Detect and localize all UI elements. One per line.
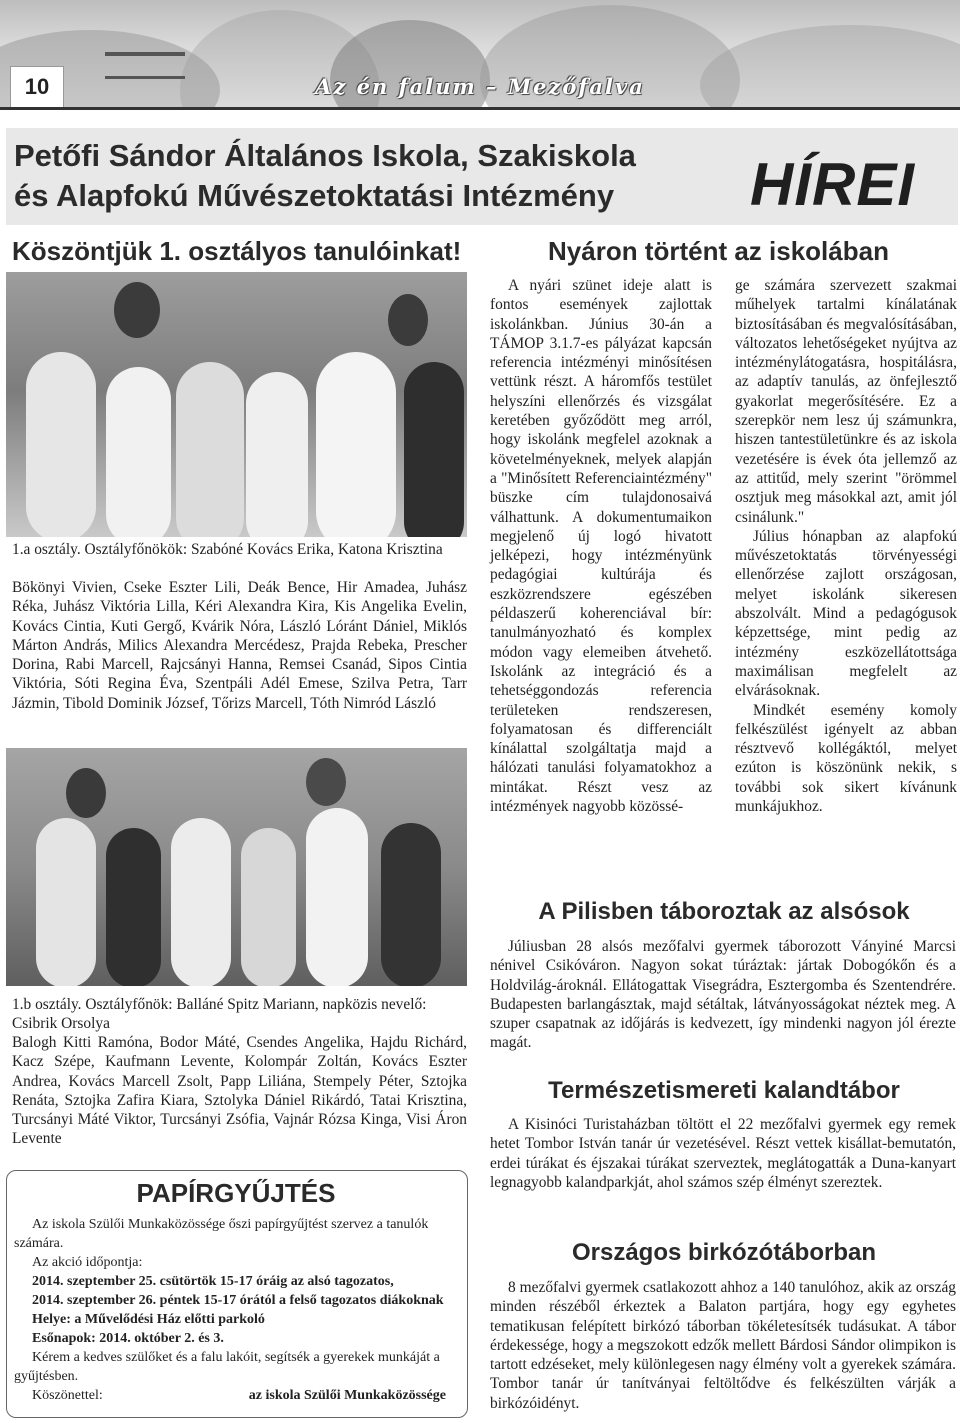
paper-request: Kérem a kedves szülőket és a falu lakóit, segítsék a gyerekek munkáját a gyűjtésben.	[14, 1350, 440, 1384]
wrestling-text	[490, 1278, 956, 1413]
summer-col1-text: A nyári szünet ideje alatt is fontos események zajlottak iskolánkban. Június 30-án a TÁMOP 3.1.7-es pályázat kapcsán referencia intézményi minősítésen vettünk részt. A háromfős testület helyszíni ellenőrzés és vizsgálat keretében győződött meg arról, hogy iskolánk megfelel azoknak a követelményeknek, melyek alapján a "Minősített Referenciaintézmény" büszke cím tulajdonosaivá válhattunk. A dokumentumaikon megjelenő új logó hivatott jelképezi, hogy intézményünk pedagógiai kultúrája és eszközrendszere egészében példaszerű koherenciával bír: tanulmányozható és komplex módon vagy elemeiben átvehető. Iskolánk az integráció és a tehetséggondozás referencia területeken rendszeresen, folyamatosan és differenciált kínálattal szolgáltatja majd a hálózati tanulási folyamatokhoz a mintákat. Részt vesz az intézmények nagyobb közössé-	[490, 277, 712, 816]
pilis-text	[490, 937, 956, 1053]
paper-text	[14, 1215, 460, 1405]
school-title-line1: Petőfi Sándor Általános Iskola, Szakiskola	[14, 138, 636, 173]
wrestling-heading: Országos birkózótáborban	[571, 1239, 877, 1266]
summer-col2-text-c: Mindkét esemény komoly felkészülést igényelt az abban résztvevő kollégáktól, melyet ezúton is köszönünk nekik, s további sok sikert kívánunk munkájukhoz.	[735, 701, 957, 816]
class-1a-photo	[6, 272, 467, 537]
class-1b-photo	[6, 748, 467, 986]
class-1a-caption: 1.a osztály. Osztályfőnökök: Szabóné Kovács Erika, Katona Krisztina	[12, 541, 443, 558]
class-1b-caption: 1.b osztály. Osztályfőnök: Balláné Spitz Mariann, napközis nevelő: Csibrik Orsolya	[12, 996, 427, 1033]
summer-col2-text-a: ge számára szervezett szakmai műhelyek tartalmi kínálatának biztosításában és megvalósításában, változatos lehetőségeket nyújtva az intézménylátogatásra, hospitálásra, az adaptív tanulás, az önfejlesztő gyakorlat megerősítésére. Ez a szerepkör nem lesz új számunkra, hiszen tantestületünkre és az iskola vezetésére is évek óta jellemző az az attitűd, mely szerint "örömmel osztjuk meg másokkal azt, amit jól csinálunk."	[735, 277, 957, 526]
school-title-line2: és Alapfokú Művészetoktatási Intézmény	[14, 178, 615, 213]
class-1a-names: Bökönyi Vivien, Cseke Eszter Lili, Deák Bence, Hir Amadea, Juhász Réka, Juhász Viktória Lilla, Kéri Alexandra Kira, Kis Angelika Evelin, Kovács Cintia, Kuti Gergő, Kvárik Nóra, László Lóránt Dániel, Miklós Márton András, Milics Alexandra Mercédesz, Prajda Rebeka, Prescher Dorina, Rabi Marcell, Rajcsányi Hanna, Remsei Csanád, Sipos Cintia Viktória, Sóti Regina Éva, Szentpáli Adél Emese, Szilva Petra, Tarr Jázmin, Tibold Dominik József, Tőrizs Marcell, Tóth Nimród László	[12, 579, 467, 712]
nature-heading: Természetismereti kalandtábor	[548, 1077, 900, 1104]
greeting-heading: Köszöntjük 1. osztályos tanulóinkat!	[12, 236, 462, 266]
paper-date-2: 2014. szeptember 26. péntek 15-17 órától a felső tagozatos diákoknak	[32, 1293, 444, 1308]
bench-icon	[105, 52, 185, 79]
paper-rain-days: Esőnapok: 2014. október 2. és 3.	[32, 1331, 224, 1346]
paper-date-label: Az akció időpontja:	[32, 1255, 143, 1270]
pilis-heading: A Pilisben táboroztak az alsósok	[538, 898, 910, 925]
pilis-paragraph: Júliusban 28 alsós mezőfalvi gyermek táborozott Ványiné Marcsi nénivel Csikóváron. Nagyon sokat túráztak: jártak Dobogókőn és a Holdvilág-ároknál. Ellátogattak Visegrádra, Esztergomba és Szentendrére. Budapesten barlangásztak, majd sétáltak, látványosságokat néztek meg. A szuper csapatnak az időjárás is kedvezett, így mindenki nagyon jól érezte magát.	[490, 938, 956, 1052]
nature-paragraph: A Kisinóci Turistaházban töltött el 22 mezőfalvi gyermek egy remek hetet Tombor István tanár úr vezetésével. Részt vettek kisállat-bemutatón, erdei túrákat és éjszakai túrákat szerveztek, meglátogatták a Duna-kanyart legnagyobb kalandparkját, ahol számos szép élményt szereztek.	[490, 1116, 956, 1191]
nature-text	[490, 1115, 956, 1192]
paper-heading: PAPÍRGYŰJTÉS	[136, 1178, 336, 1208]
paper-intro: Az iskola Szülői Munkaközössége őszi papírgyűjtést szervez a tanulók számára.	[14, 1217, 429, 1251]
publication-title: Az én falum – Mezőfalva	[315, 74, 645, 99]
paper-signature: az iskola Szülői Munkaközössége	[248, 1388, 446, 1403]
hirei-heading: HÍREI	[750, 151, 916, 218]
header-rule	[0, 107, 960, 110]
paper-thanks: Köszönettel:	[32, 1388, 103, 1403]
summer-column-2	[735, 276, 957, 816]
summer-col2-text-b: Július hónapban az alapfokú művészetoktatás törvényességi ellenőrzése zajlott országosan, melyet iskolánk sikeresen abszolvált. Mind a pedagógusok képzettsége, mint pedig az intézmény eszközellátottsága maximálisan megfelelt az elvárásoknak.	[735, 527, 957, 700]
page-number: 10	[10, 66, 64, 108]
paper-date-1: 2014. szeptember 25. csütörtök 15-17 óráig az alsó tagozatos,	[32, 1274, 394, 1289]
school-title	[14, 136, 734, 216]
paper-place: Helye: a Művelődési Ház előtti parkoló	[32, 1312, 265, 1327]
summer-heading: Nyáron történt az iskolában	[548, 236, 889, 266]
summer-column-1	[490, 276, 712, 816]
class-1b-names: Balogh Kitti Ramóna, Bodor Máté, Csendes Angelika, Hajdu Richárd, Kacz Szépe, Kaufmann Levente, Kolompár Zoltán, Kovács Eszter Andrea, Kovács Marcell Zsolt, Papp Liliána, Stempely Péter, Sztojka Renáta, Sztojka Zafira Kiara, Sztolyka Dániel Rikárdó, Tatai Krisztina, Turcsányi Máté Viktor, Turcsányi Zsófia, Vajnár Rózsa Kinga, Visi Áron Levente	[12, 1034, 467, 1148]
wrestling-paragraph: 8 mezőfalvi gyermek csatlakozott ahhoz a 140 tanulóhoz, akik az ország minden részéből érkeztek a Balaton partjára, hogy egy egyhetes tematikusan felépített birkózó táborban tökéletesítsék tudásukat. A tábor érdekessége, hogy a megszokott edzők mellett Bárdosi Sándor olimpikon is tartott edzéseket, mely különlegesen nagy élmény volt a gyerekek számára. Tombor tanár úr tanítványai feltöltődve és felkészülten várják a birkózóidényt.	[490, 1279, 956, 1412]
